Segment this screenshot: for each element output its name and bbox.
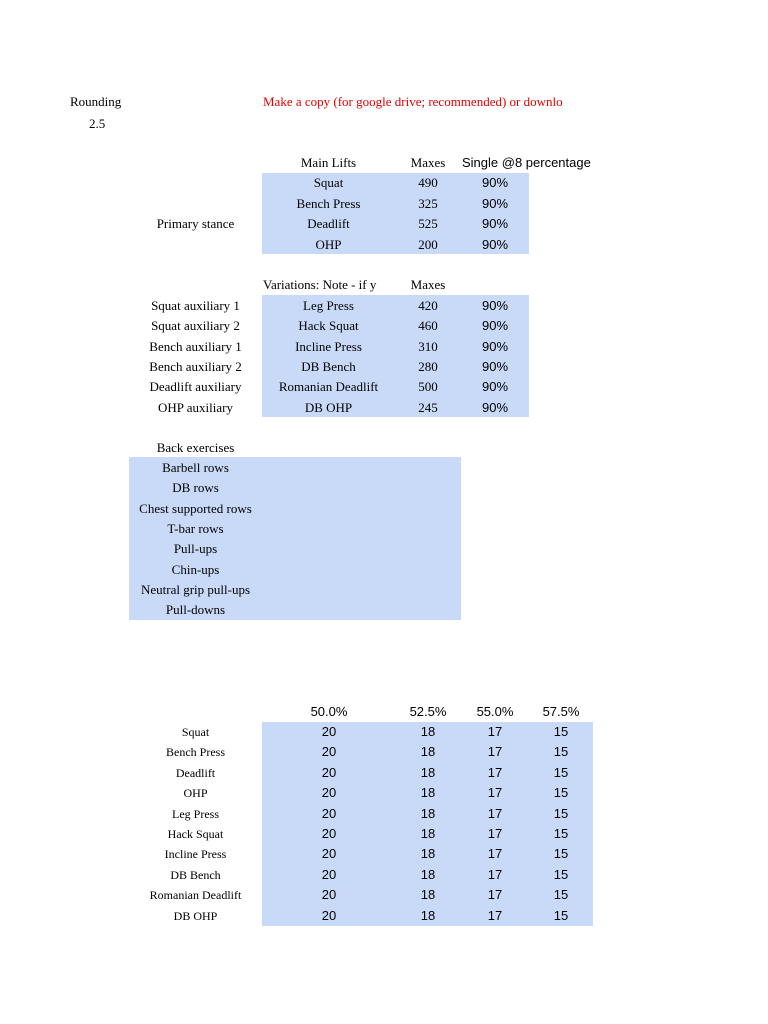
rep-count-cell[interactable]: 18: [420, 764, 436, 780]
rep-count-cell[interactable]: 15: [553, 866, 569, 882]
rep-count-cell[interactable]: 18: [420, 826, 436, 841]
variation-max[interactable]: 280: [418, 358, 438, 374]
variation-label: Bench auxiliary 1: [149, 338, 242, 354]
main-lift-percentage[interactable]: 90%: [481, 216, 509, 231]
rep-count-cell[interactable]: 17: [487, 826, 503, 841]
rep-count-cell[interactable]: 18: [420, 724, 436, 739]
variation-max[interactable]: 500: [418, 379, 438, 395]
main-lift-name[interactable]: Squat: [313, 175, 344, 190]
rep-count-cell[interactable]: 18: [420, 907, 436, 923]
rep-table-lift-name: Bench Press: [166, 745, 225, 760]
rep-count-cell[interactable]: 15: [553, 744, 569, 760]
main-lift-percentage[interactable]: 90%: [481, 236, 509, 252]
rep-count-cell[interactable]: 20: [321, 764, 337, 780]
rep-count-cell[interactable]: 20: [321, 826, 337, 841]
rep-count-cell[interactable]: 15: [553, 887, 569, 903]
variation-percentage[interactable]: 90%: [481, 399, 509, 415]
variation-name[interactable]: Incline Press: [295, 338, 362, 354]
back-exercises-header: Back exercises: [156, 440, 235, 455]
rep-count-cell[interactable]: 18: [420, 785, 436, 801]
rep-table-lift-name: Romanian Deadlift: [149, 888, 242, 903]
rep-count-cell[interactable]: 20: [321, 744, 337, 760]
main-lift-name[interactable]: Deadlift: [307, 216, 350, 231]
variation-max[interactable]: 245: [418, 399, 438, 415]
back-exercise-item[interactable]: T-bar rows: [167, 520, 224, 536]
variation-label: Squat auxiliary 1: [151, 298, 240, 313]
variation-name[interactable]: DB Bench: [301, 358, 356, 374]
main-lift-max[interactable]: 200: [418, 236, 438, 252]
main-lifts-header: Main Lifts: [300, 155, 357, 170]
variation-percentage[interactable]: 90%: [481, 379, 509, 395]
main-lift-max[interactable]: 325: [418, 195, 438, 211]
rep-count-cell[interactable]: 15: [553, 724, 569, 739]
variation-percentage[interactable]: 90%: [481, 338, 509, 354]
main-lift-name[interactable]: OHP: [315, 236, 342, 252]
rep-count-cell[interactable]: 18: [420, 887, 436, 903]
back-exercise-item[interactable]: DB rows: [172, 480, 219, 496]
rep-table-lift-name: Hack Squat: [167, 827, 224, 841]
rep-table-lift-name: OHP: [183, 786, 208, 801]
single-percentage-header: Single @8 percentage: [462, 155, 591, 170]
rep-count-cell[interactable]: 18: [420, 744, 436, 760]
rep-count-cell[interactable]: 20: [321, 846, 337, 862]
rep-count-cell[interactable]: 18: [420, 846, 436, 862]
variation-label: OHP auxiliary: [158, 399, 233, 415]
rep-count-cell[interactable]: 15: [553, 764, 569, 780]
rep-count-cell[interactable]: 15: [553, 805, 569, 821]
rep-count-cell[interactable]: 17: [487, 866, 503, 882]
rep-table-lift-name: Incline Press: [164, 847, 227, 862]
rep-count-cell[interactable]: 20: [321, 805, 337, 821]
rep-count-cell[interactable]: 17: [487, 724, 503, 739]
back-exercise-item[interactable]: Neutral grip pull-ups: [140, 581, 251, 597]
back-exercise-item[interactable]: Pull-ups: [173, 541, 218, 557]
main-lift-percentage[interactable]: 90%: [481, 175, 509, 190]
variation-name[interactable]: Romanian Deadlift: [278, 379, 379, 395]
variation-max[interactable]: 420: [418, 298, 438, 313]
percentage-header: 57.5%: [542, 704, 580, 719]
rep-count-cell[interactable]: 20: [321, 907, 337, 923]
rep-count-cell[interactable]: 15: [553, 826, 569, 841]
rep-count-cell[interactable]: 20: [321, 866, 337, 882]
rep-count-cell[interactable]: 18: [420, 866, 436, 882]
variation-max[interactable]: 310: [418, 338, 438, 354]
variation-label: Bench auxiliary 2: [149, 358, 242, 374]
main-lifts-maxes-header: Maxes: [410, 155, 446, 170]
variation-percentage[interactable]: 90%: [481, 358, 509, 374]
variation-percentage[interactable]: 90%: [481, 318, 509, 334]
rep-count-cell[interactable]: 20: [321, 785, 337, 801]
rep-table-lift-name: DB Bench: [170, 867, 221, 882]
percentage-header: 50.0%: [310, 704, 348, 719]
rep-count-cell[interactable]: 17: [487, 907, 503, 923]
rep-count-cell[interactable]: 17: [487, 846, 503, 862]
variation-max[interactable]: 460: [418, 318, 438, 334]
rep-count-cell[interactable]: 17: [487, 744, 503, 760]
rep-table-lift-name: Leg Press: [172, 806, 219, 821]
main-lift-name[interactable]: Bench Press: [296, 195, 361, 211]
rounding-value[interactable]: 2.5: [89, 116, 106, 131]
rep-count-cell[interactable]: 17: [487, 764, 503, 780]
rep-count-cell[interactable]: 20: [321, 724, 337, 739]
variations-maxes-header: Maxes: [410, 277, 446, 292]
variation-name[interactable]: DB OHP: [304, 399, 353, 415]
copy-notice: Make a copy (for google drive; recommended) or downlo: [263, 94, 563, 109]
primary-stance-label: Primary stance: [156, 216, 235, 231]
main-lift-max[interactable]: 525: [418, 216, 438, 231]
rep-table-lift-name: Squat: [181, 725, 210, 739]
rep-count-cell[interactable]: 17: [487, 887, 503, 903]
rounding-label: Rounding: [70, 94, 122, 109]
rep-table-lift-name: DB OHP: [173, 908, 218, 923]
variation-label: Squat auxiliary 2: [151, 318, 240, 334]
variation-label: Deadlift auxiliary: [149, 379, 242, 395]
back-exercise-item[interactable]: Barbell rows: [162, 460, 229, 475]
variation-name[interactable]: Leg Press: [303, 298, 354, 313]
variation-percentage[interactable]: 90%: [481, 298, 509, 313]
back-exercise-item[interactable]: Pull-downs: [165, 602, 226, 618]
rep-table-lift-name: Deadlift: [175, 765, 216, 780]
rep-count-cell[interactable]: 15: [553, 846, 569, 862]
rep-count-cell[interactable]: 20: [321, 887, 337, 903]
rep-count-cell[interactable]: 17: [487, 785, 503, 801]
back-exercise-item[interactable]: Chin-ups: [171, 561, 220, 577]
rep-count-cell[interactable]: 18: [420, 805, 436, 821]
variations-header: Variations: Note - if y: [263, 277, 377, 292]
rep-count-cell[interactable]: 15: [553, 907, 569, 923]
percentage-header: 55.0%: [476, 704, 514, 719]
percentage-header: 52.5%: [409, 704, 447, 719]
rep-count-cell[interactable]: 15: [553, 785, 569, 801]
rep-count-cell[interactable]: 17: [487, 805, 503, 821]
main-lift-percentage[interactable]: 90%: [481, 195, 509, 211]
back-exercise-item[interactable]: Chest supported rows: [139, 500, 252, 516]
main-lift-max[interactable]: 490: [418, 175, 438, 190]
variation-name[interactable]: Hack Squat: [298, 318, 359, 334]
